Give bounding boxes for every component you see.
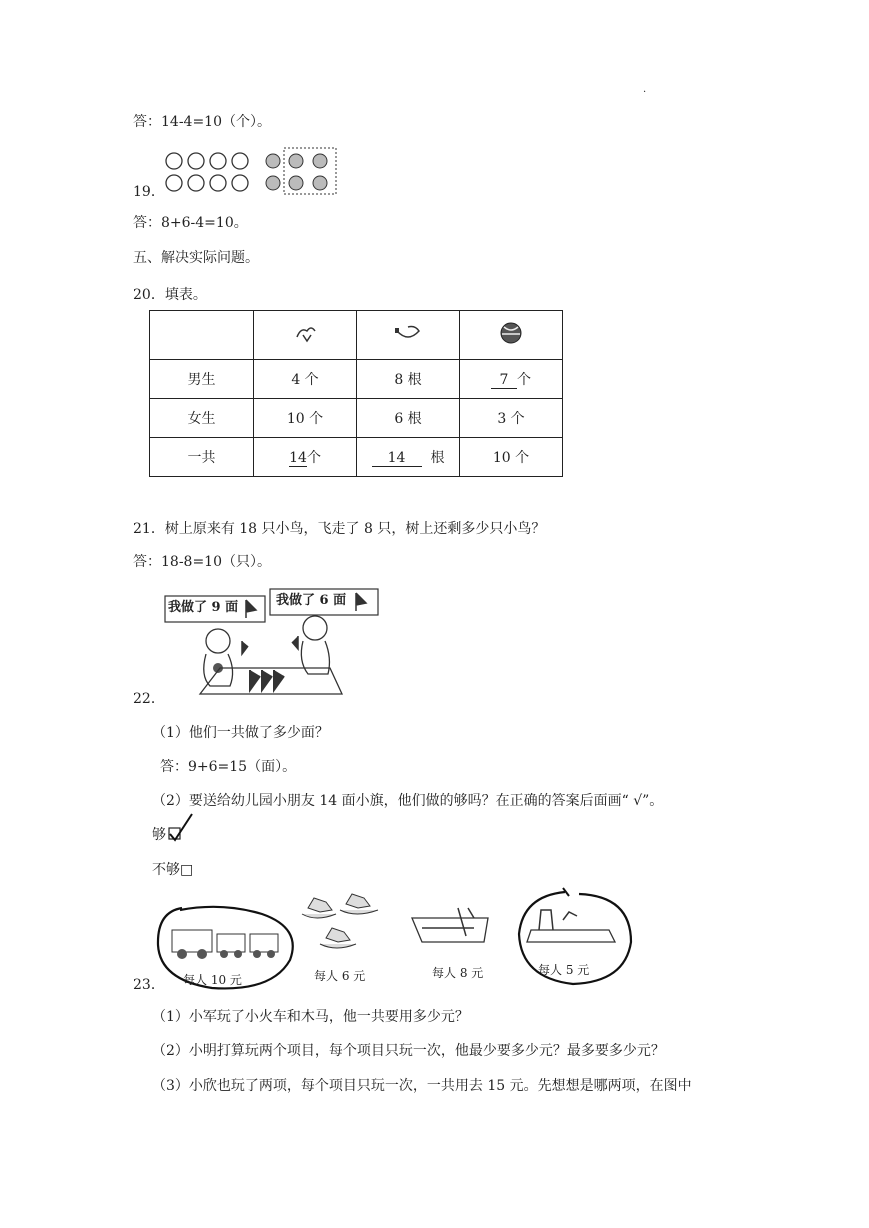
q19-number: 19． (133, 184, 165, 200)
section-5-title: 五、解决实际问题。 (133, 250, 259, 266)
q20-title: 20．填表。 (133, 287, 207, 303)
option-not-enough[interactable]: 不够□ (152, 862, 194, 878)
cell: 10 个 (460, 438, 563, 477)
rocking-horse-illustration (296, 892, 386, 962)
price-horse: 每人 6 元 (314, 969, 366, 983)
toy-icon (293, 323, 317, 343)
fill-in-table (149, 310, 563, 477)
row-label-total: 一共 (150, 438, 254, 477)
blank-answer: 7 (491, 372, 517, 389)
q22-sub1: （1）他们一共做了多少面？ (152, 725, 329, 741)
price-boat: 每人 8 元 (432, 966, 484, 980)
unit: 根 (430, 450, 445, 466)
price-bumper-car: 每人 5 元 (538, 963, 590, 977)
unit: 个 (307, 450, 321, 466)
cell: 4 个 (254, 360, 357, 399)
option-enough-label: 够 (152, 827, 166, 843)
cell: 6 根 (357, 399, 460, 438)
ball-icon (499, 321, 523, 345)
option-enough (152, 826, 166, 844)
circles-figure (160, 146, 340, 196)
table-corner (150, 311, 254, 360)
q22-sub2: （2）要送给幼儿园小朋友 14 面小旗，他们做的够吗？在正确的答案后面画“ √”。 (152, 793, 664, 809)
q21-question: 21．树上原来有 18 只小鸟，飞走了 8 只，树上还剩多少只小鸟？ (133, 521, 546, 537)
row-label-girls: 女生 (150, 399, 254, 438)
q21-answer: 答：18-8=10（只）。 (133, 554, 271, 570)
q23-sub2: （2）小明打算玩两个项目，每个项目只玩一次，他最少要多少元？最多要多少元？ (152, 1043, 665, 1059)
q23-number: 23． (133, 977, 165, 993)
q19-answer: 答：8+6-4=10。 (133, 215, 248, 231)
checked-box-icon[interactable] (166, 812, 196, 846)
boat-illustration (408, 904, 492, 950)
price-train: 每人 10 元 (183, 973, 242, 987)
q22-number: 22． (133, 691, 165, 707)
q18-answer: 答：14-4=10（个）。 (133, 114, 271, 130)
q23-sub1: （1）小军玩了小火车和木马，他一共要用多少元？ (152, 1009, 469, 1025)
cell: 3 个 (460, 399, 563, 438)
q22-sub1-answer: 答：9+6=15（面）。 (160, 759, 297, 775)
blank-answer: 14 (372, 450, 422, 467)
jump-rope-icon (393, 323, 423, 343)
page-dot: . (643, 84, 647, 95)
speech-bubble-right: 我做了 6 面 (276, 593, 347, 608)
speech-bubble-left: 我做了 9 面 (168, 600, 239, 615)
unit: 个 (517, 372, 531, 388)
cell: 10 个 (254, 399, 357, 438)
q23-sub3: （3）小欣也玩了两项，每个项目只玩一次，一共用去 15 元。先想想是哪两项，在图中 (152, 1078, 692, 1094)
blank-answer: 14 (289, 450, 307, 466)
row-label-boys: 男生 (150, 360, 254, 399)
cell: 8 根 (357, 360, 460, 399)
